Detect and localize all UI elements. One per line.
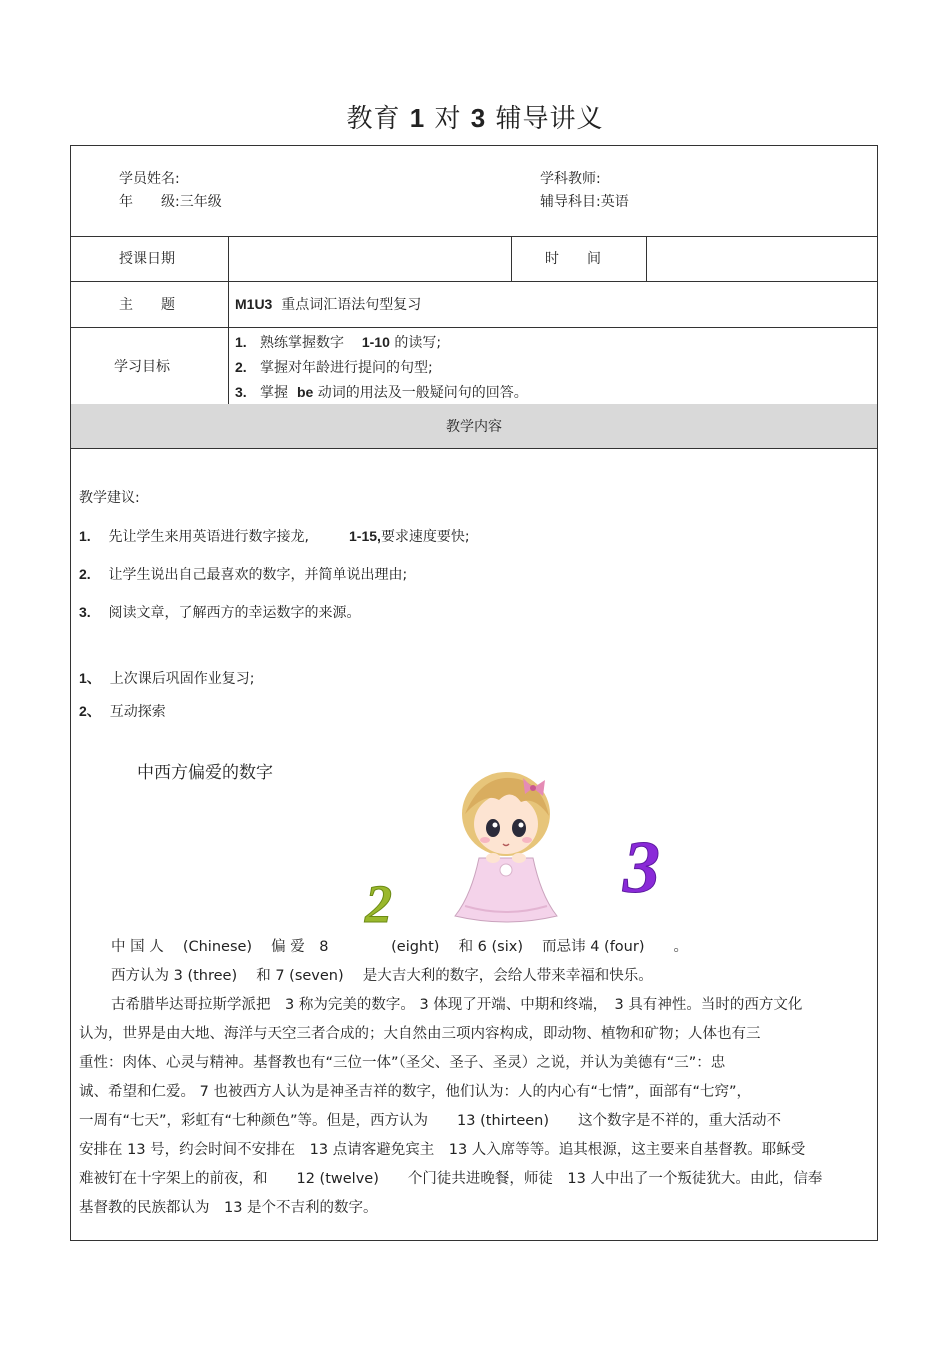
goal-item: 2. 掌握对年龄进行提问的句型; — [235, 359, 433, 376]
content-header: 教学内容 — [446, 419, 502, 435]
topic-text: 重点词汇语法句型复习 — [281, 297, 422, 313]
topic-code: M1U3 — [235, 296, 273, 312]
decorative-number-two — [361, 874, 403, 930]
article-line: 西方认为 3 (three) 和 7 (seven) 是大吉大利的数字，会给人带来幸福和快乐。 — [111, 968, 653, 984]
topic-value — [235, 294, 421, 314]
subject-label: 辅导科目: — [540, 194, 601, 210]
goals-label: 学习目标 — [114, 359, 170, 375]
step-item: 2、 互动探索 — [79, 703, 166, 720]
article-line: 基督教的民族都认为 13 是个不吉利的数字。 — [79, 1200, 378, 1216]
suggestions-heading: 教学建议: — [79, 490, 140, 506]
article-line: 安排在 13 号，约会时间不安排在 13 点请客避免宾主 13 人入席等等。追其根源，这主要来自基督教。耶稣受 — [79, 1142, 806, 1158]
student-name-label: 学员姓名: — [119, 171, 180, 187]
girl-illustration — [441, 766, 571, 926]
step-item: 1、 上次课后巩固作业复习; — [79, 670, 255, 687]
lesson-form — [70, 145, 878, 1241]
article-line: 古希腊毕达哥拉斯学派把 3 称为完美的数字。 3 体现了开端、中期和终端， 3 具有神性。当时的西方文化 — [111, 997, 803, 1013]
article-line: 重性：肉体、心灵与精神。基督教也有“三位一体”（圣父、圣子、圣灵）之说，并认为美德有“三”：忠 — [79, 1055, 726, 1071]
svg-text:2: 2 — [365, 874, 392, 930]
topic-label: 主 题 — [119, 297, 175, 313]
article-line: 认为，世界是由大地、海洋与天空三者合成的；大自然由三项内容构成，即动物、植物和矿物；人体也有三 — [79, 1026, 761, 1042]
article-line: 中 国 人 (Chinese) 偏 爱 8 (eight) 和 6 (six) 而忌讳 4 (four) 。 — [111, 939, 688, 955]
grade-field — [119, 191, 222, 211]
grade-value: 三年级 — [179, 194, 222, 210]
decorative-number-three — [619, 826, 675, 902]
date-label: 授课日期 — [119, 251, 175, 267]
teacher-label: 学科教师: — [540, 171, 601, 187]
article-line: 诚、希望和仁爱。 7 也被西方人认为是神圣吉祥的数字，他们认为：人的内心有“七情”，面部有“七窍”， — [79, 1084, 751, 1100]
svg-text:3: 3 — [623, 827, 660, 902]
page-title: 教育 1 对 3 辅导讲义 — [346, 103, 604, 134]
article-line: 难被钉在十字架上的前夜，和 12 (twelve) 个门徒共进晚餐，师徒 13 人中出了一个叛徒犹大。由此，信奉 — [79, 1171, 823, 1187]
time-label: 时 间 — [545, 251, 601, 267]
suggestion-item: 1. 先让学生来用英语进行数字接龙, 1-15,要求速度要快; — [79, 528, 470, 545]
article-line: 一周有“七天”，彩虹有“七种颜色”等。但是，西方认为 13 (thirteen) 这个数字是不祥的，重大活动不 — [79, 1113, 782, 1129]
goal-item: 3. 掌握 be 动词的用法及一般疑问句的回答。 — [235, 384, 528, 401]
goal-item: 1. 熟练掌握数字 1-10 的读写; — [235, 334, 442, 351]
suggestion-item: 2. 让学生说出自己最喜欢的数字，并简单说出理由; — [79, 566, 408, 583]
suggestion-item: 3. 阅读文章，了解西方的幸运数字的来源。 — [79, 604, 361, 621]
article-heading: 中西方偏爱的数字 — [137, 763, 273, 783]
grade-label: 年 级: — [119, 194, 180, 210]
subject-field — [540, 191, 629, 211]
subject-value: 英语 — [600, 194, 629, 210]
